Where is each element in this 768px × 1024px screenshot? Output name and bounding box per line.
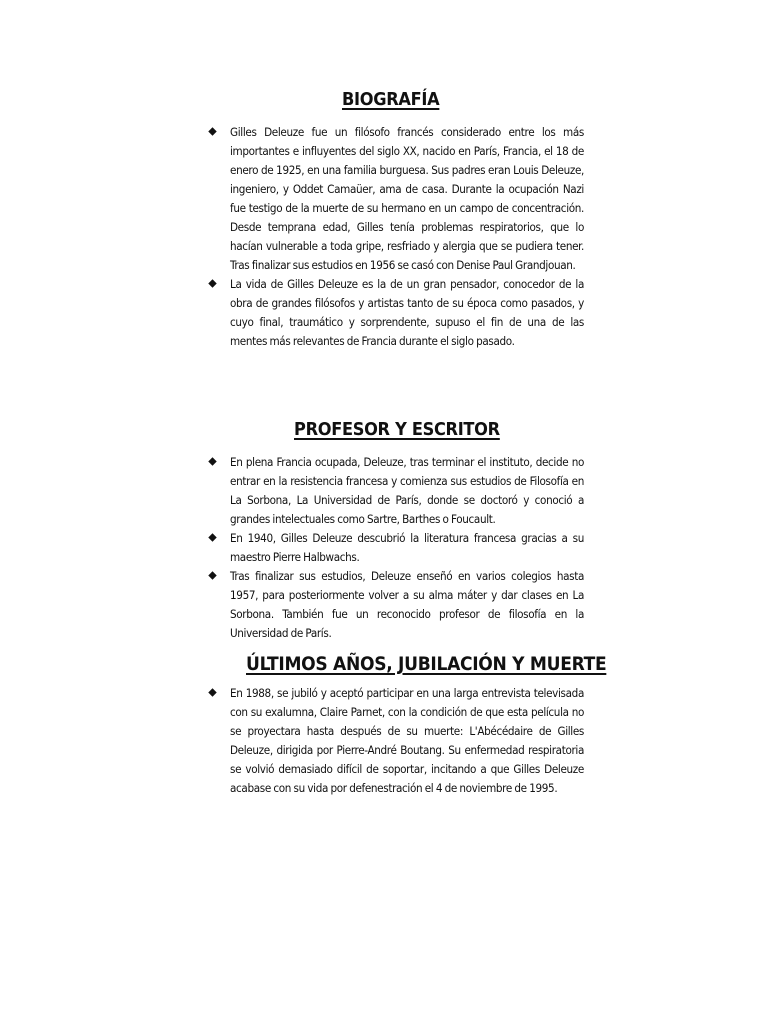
- bullet-item: [206, 123, 584, 275]
- section-biografia: [206, 88, 584, 351]
- bullet-item: [206, 684, 584, 798]
- diamond-bullet-icon: [208, 127, 216, 135]
- bullet-list: [206, 684, 584, 798]
- bullet-text: En plena Francia ocupada, Deleuze, tras terminar el instituto, decide no entrar en la resistencia francesa y comienza sus estudios de Filosofía en La Sorbona, La Universidad de París, donde se doctoró y conoció a grandes intelectuales como Sartre, Barthes o Foucault.: [230, 455, 584, 526]
- bullet-item: [206, 275, 584, 351]
- bullet-text: En 1940, Gilles Deleuze descubrió la literatura francesa gracias a su maestro Pierre Halbwachs.: [230, 531, 584, 564]
- bullet-item: [206, 567, 584, 643]
- diamond-bullet-icon: [208, 457, 216, 465]
- section-profesor-escritor: [206, 418, 584, 643]
- bullet-text: La vida de Gilles Deleuze es la de un gran pensador, conocedor de la obra de grandes filósofos y artistas tanto de su época como pasados, y cuyo final, traumático y sorprendente, supuso el fin de una de las mentes más relevantes de Francia durante el siglo pasado.: [230, 277, 584, 348]
- section-heading: ÚLTIMOS AÑOS, JUBILACIÓN Y MUERTE: [246, 653, 607, 675]
- bullet-list: [206, 123, 584, 351]
- bullet-text: En 1988, se jubiló y aceptó participar en una larga entrevista televisada con su exalumna, Claire Parnet, con la condición de que esta película no se proyectara hasta después de su muerte: L'Abécédaire de Gilles Deleuze, dirigida por Pierre-André Boutang. Su enfermedad respiratoria se volvió demasiado difícil de soportar, incitando a que Gilles Deleuze acabase con su vida por defenestración el 4 de noviembre de 1995.: [230, 686, 584, 795]
- section-ultimos-anos: [206, 652, 607, 798]
- bullet-text: Tras finalizar sus estudios, Deleuze enseñó en varios colegios hasta 1957, para posteriormente volver a su alma máter y dar clases en La Sorbona. También fue un reconocido profesor de filosofía en la Universidad de París.: [230, 569, 584, 640]
- diamond-bullet-icon: [208, 533, 216, 541]
- section-heading: PROFESOR Y ESCRITOR: [294, 419, 500, 440]
- diamond-bullet-icon: [208, 571, 216, 579]
- bullet-item: [206, 529, 584, 567]
- bullet-item: [206, 453, 584, 529]
- diamond-bullet-icon: [208, 279, 216, 287]
- diamond-bullet-icon: [208, 688, 216, 696]
- bullet-text: Gilles Deleuze fue un filósofo francés considerado entre los más importantes e influyentes del siglo XX, nacido en París, Francia, el 18 de enero de 1925, en una familia burguesa. Sus padres eran Louis Deleuze, ingeniero, y Oddet Camaüer, ama de casa. Durante la ocupación Nazi fue testigo de la muerte de su hermano en un campo de concentración. Desde temprana edad, Gilles tenía problemas respiratorios, que lo hacían vulnerable a toda gripe, resfriado y alergia que se pudiera tener. Tras finalizar sus estudios en 1956 se casó con Denise Paul Grandjouan.: [230, 125, 584, 272]
- bullet-list: [206, 453, 584, 643]
- section-heading: BIOGRAFÍA: [342, 89, 440, 110]
